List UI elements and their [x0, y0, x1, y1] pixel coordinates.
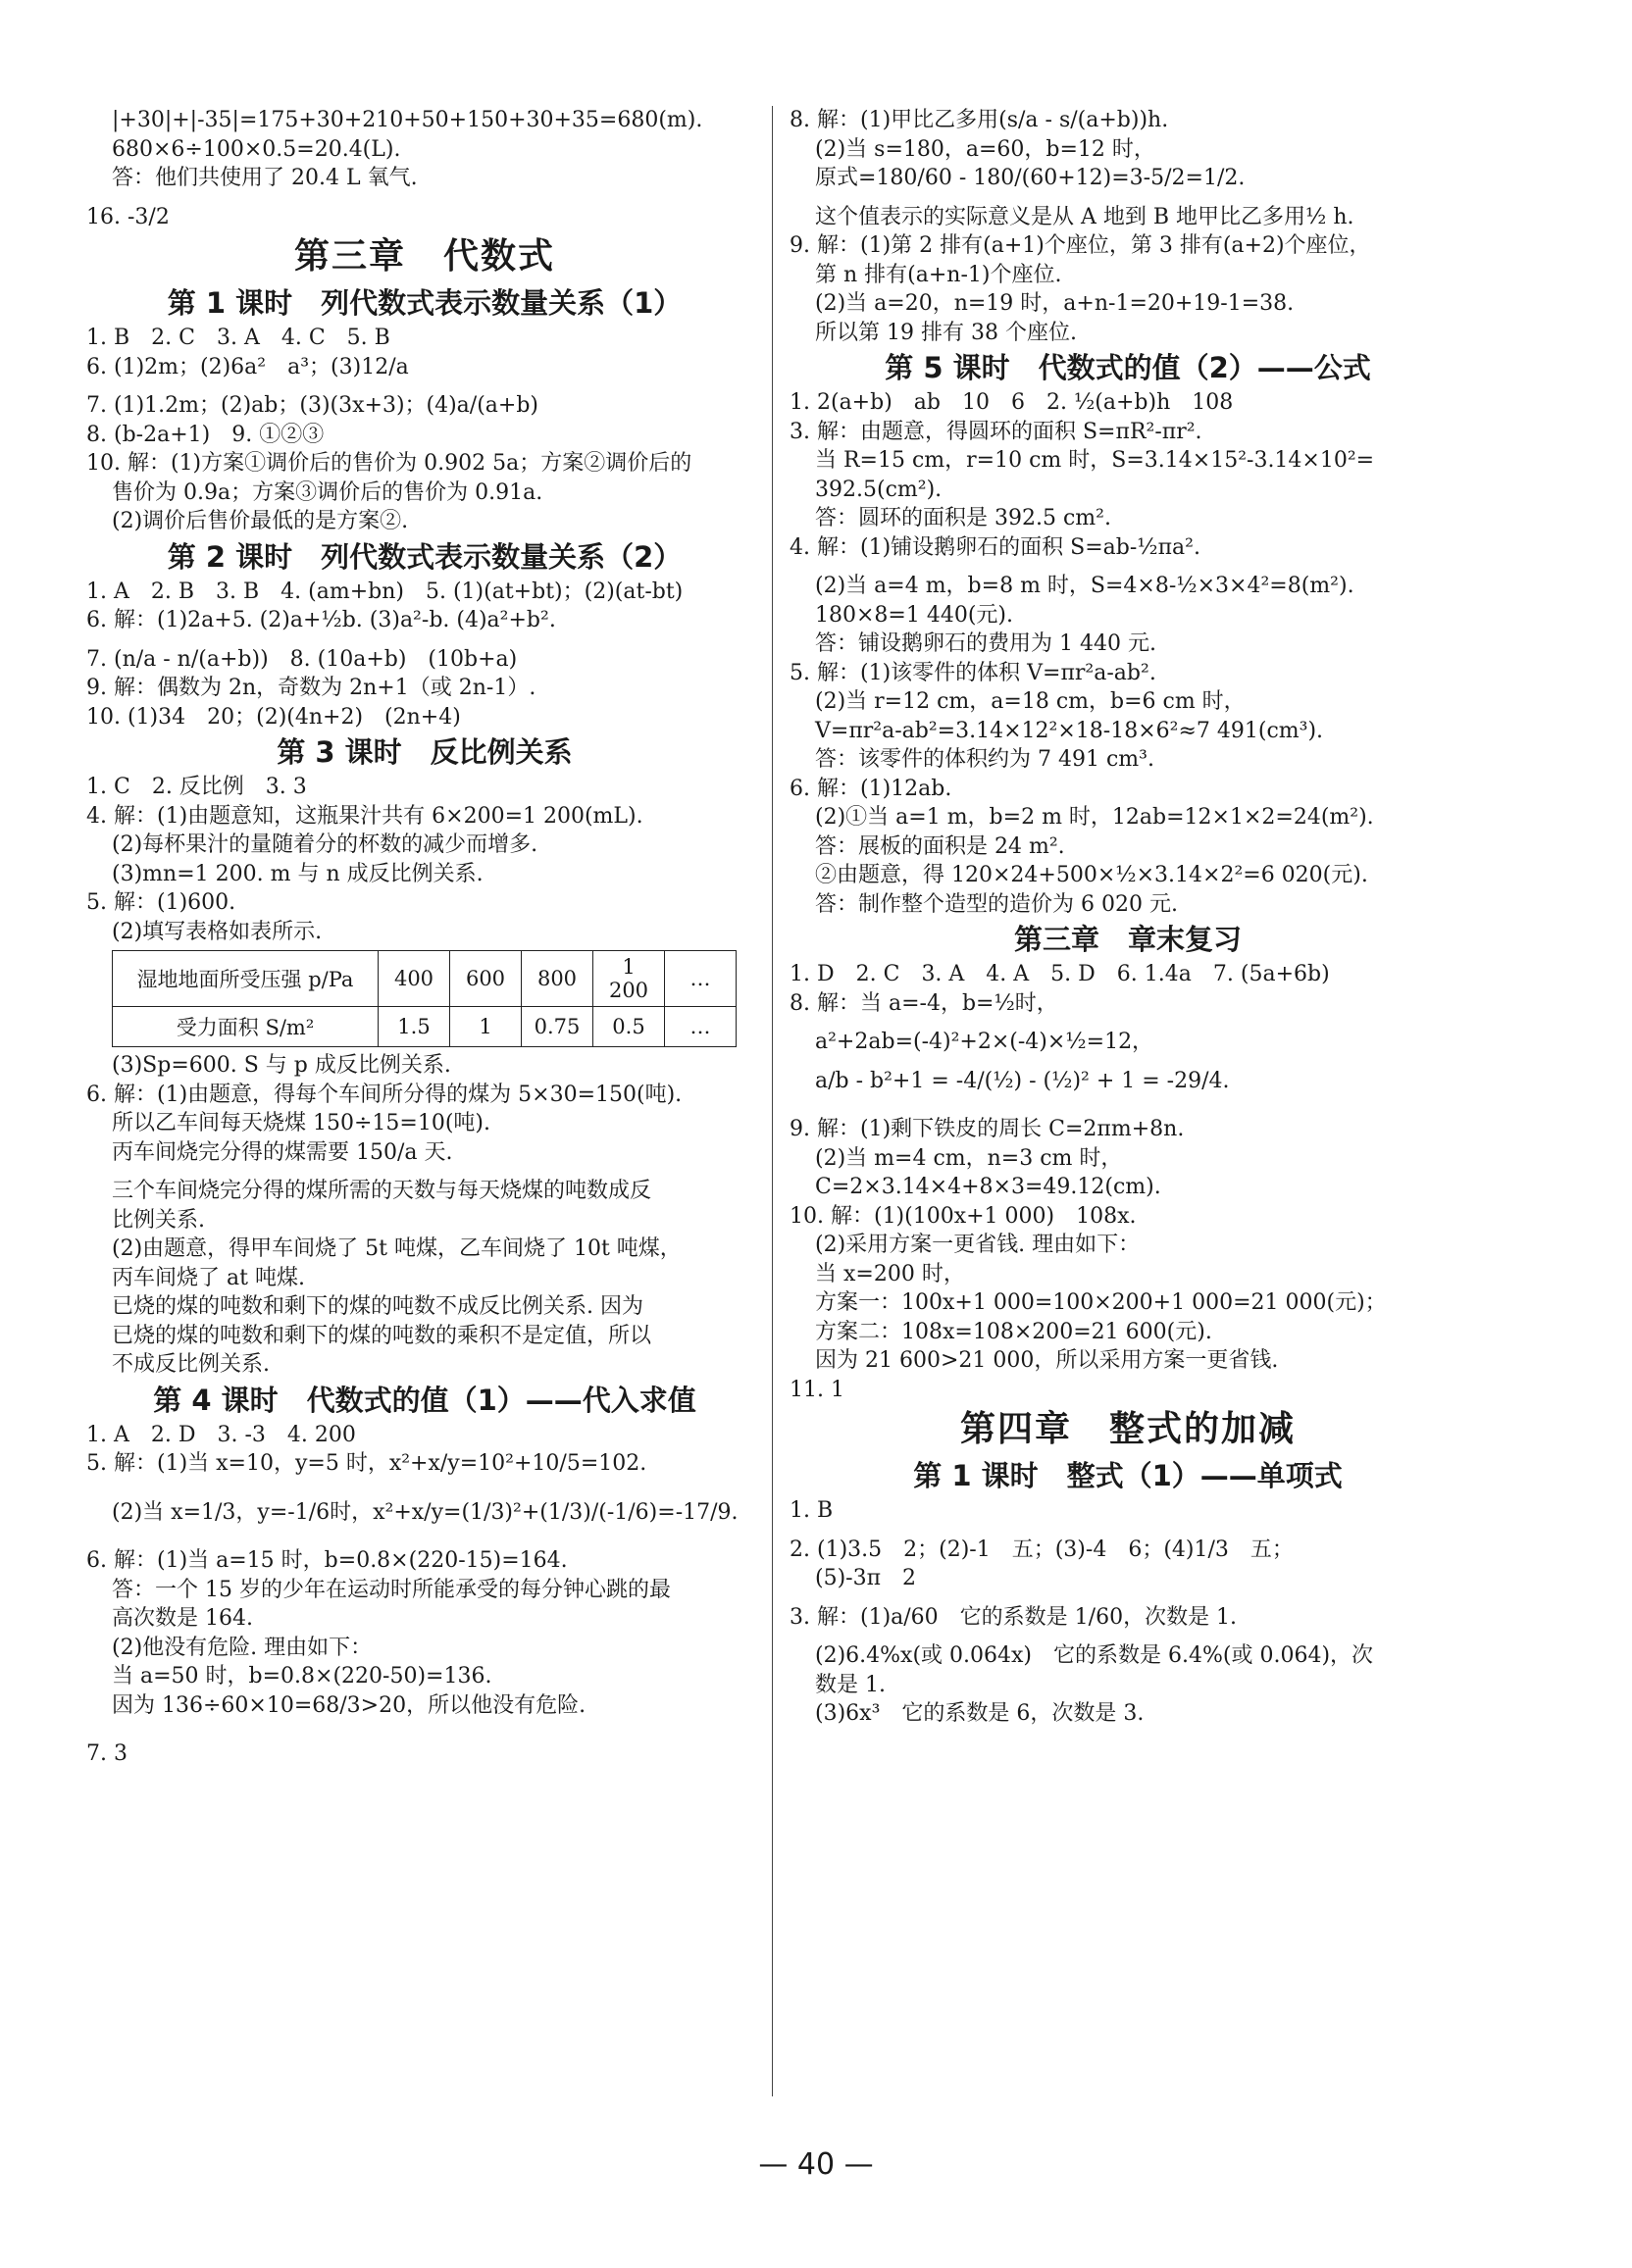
answer-line: 丙车间烧完分得的煤需要 150/a 天.: [112, 1139, 453, 1165]
answer-line: a/b - b²+1 = -4/(½) - (½)² + 1 = -29/4.: [815, 1068, 1230, 1093]
answer-line: (3)6x³ 它的系数是 6，次数是 3.: [815, 1701, 1145, 1726]
spacer: [86, 381, 763, 391]
answer-line: (2)6.4%x(或 0.064x) 它的系数是 6.4%(或 0.064)，次: [815, 1643, 1374, 1668]
table-row: [113, 951, 737, 1007]
answer-line: 7. 3: [86, 1741, 128, 1766]
answer-line: 2. (1)3.5 2；(2)-1 五；(3)-4 6；(4)1/3 五；: [790, 1537, 1294, 1562]
answer-line: 因为 136÷60×10=68/3>20，所以他没有危险.: [112, 1692, 586, 1718]
spacer: [86, 1167, 763, 1177]
answer-line: 680×6÷100×0.5=20.4(L).: [112, 136, 401, 162]
answer-line: 高次数是 164.: [112, 1606, 253, 1631]
answer-line: (2)采用方案一更省钱. 理由如下：: [815, 1233, 1141, 1257]
table-row-header: 受力面积 S/m²: [113, 1007, 379, 1047]
answer-line: 6. 解：(1)12ab.: [790, 776, 952, 801]
table-cell: 600: [450, 951, 522, 1007]
answer-line: (3)Sp=600. S 与 p 成反比例关系.: [112, 1053, 451, 1078]
answer-line: 5. 解：(1)该零件的体积 V=πr²a-ab².: [790, 660, 1156, 685]
right-column: [790, 106, 1466, 1729]
table-cell: 400: [379, 951, 450, 1007]
lesson-title: 第 2 课时 列代数式表示数量关系（2）: [167, 539, 683, 574]
spacer: [790, 1632, 1466, 1641]
answer-line: 6. 解：(1)当 a=15 时，b=0.8×(220-15)=164.: [86, 1548, 568, 1573]
answer-line: (2)由题意，得甲车间烧了 5t 吨煤，乙车间烧了 10t 吨煤，: [112, 1236, 682, 1261]
answer-line: 第 n 排有(a+n-1)个座位.: [815, 262, 1062, 287]
answer-line: 9. 解：(1)剩下铁皮的周长 C=2πm+8n.: [790, 1117, 1185, 1141]
answer-line: 这个值表示的实际意义是从 A 地到 B 地甲比乙多用½ h.: [815, 204, 1354, 229]
answer-line: (3)mn=1 200. m 与 n 成反比例关系.: [112, 861, 484, 886]
answer-line: 3. 解：由题意，得圆环的面积 S=πR²-πr².: [790, 419, 1202, 444]
answer-line: (2)当 a=20，n=19 时，a+n-1=20+19-1=38.: [815, 291, 1295, 316]
answer-line: 4. 解：(1)铺设鹅卵石的面积 S=ab-½πa².: [790, 534, 1200, 560]
spacer: [86, 1479, 763, 1498]
answer-line: 1. B 2. C 3. A 4. C 5. B: [86, 326, 390, 350]
answer-line: 所以第 19 排有 38 个座位.: [815, 320, 1077, 345]
answer-line: (2)调价后售价最低的是方案②.: [112, 509, 409, 533]
lesson-title: 第三章 章末复习: [1013, 923, 1242, 956]
table-cell: 0.5: [593, 1007, 665, 1047]
answer-line: 7. (1)1.2m；(2)ab；(3)(3x+3)；(4)a/(a+b): [86, 393, 539, 418]
lesson-title: 第 3 课时 反比例关系: [277, 735, 573, 769]
answer-line: 因为 21 600>21 000，所以采用方案一更省钱.: [815, 1348, 1279, 1373]
table-cell: …: [665, 1007, 737, 1047]
answer-line: 方案一：100x+1 000=100×200+1 000=21 000(元)；: [815, 1290, 1387, 1315]
answer-line: 答：圆环的面积是 392.5 cm².: [815, 506, 1111, 530]
spacer: [790, 193, 1466, 203]
answer-line: 答：该零件的体积约为 7 491 cm³.: [815, 747, 1154, 772]
answer-line: 7. (n/a - n/(a+b)) 8. (10a+b) (10b+a): [86, 646, 518, 672]
answer-line: 不成反比例关系.: [112, 1352, 270, 1377]
answer-line: (5)-3π 2: [815, 1566, 917, 1590]
answer-line: 6. 解：(1)由题意，得每个车间所分得的煤为 5×30=150(吨).: [86, 1082, 683, 1107]
answer-line: V=πr²a-ab²=3.14×12²×18-18×6²≈7 491(cm³).: [815, 718, 1324, 743]
answer-line: 1. A 2. B 3. B 4. (am+bn) 5. (1)(at+bt)；(2)(at-bt): [86, 579, 684, 604]
answer-line: 10. 解：(1)方案①调价后的售价为 0.902 5a；方案②调价后的: [86, 451, 692, 476]
left-column: [86, 106, 763, 1769]
answer-line: 比例关系.: [112, 1207, 205, 1233]
answer-line: 当 R=15 cm，r=10 cm 时，S=3.14×15²-3.14×10²=: [815, 448, 1375, 473]
spacer: [790, 1018, 1466, 1028]
answer-line: 9. 解：(1)第 2 排有(a+1)个座位，第 3 排有(a+2)个座位，: [790, 233, 1371, 258]
answer-line: 8. (b-2a+1) 9. ①②③: [86, 422, 325, 447]
answer-line: 392.5(cm²).: [815, 477, 943, 502]
table-cell: …: [665, 951, 737, 1007]
answer-line: 当 x=200 时，: [815, 1261, 965, 1286]
table-cell: 800: [522, 951, 593, 1007]
answer-line: 答：制作整个造型的造价为 6 020 元.: [815, 891, 1178, 917]
answer-line: 5. 解：(1)当 x=10，y=5 时，x²+x/y=10²+10/5=102.: [86, 1451, 647, 1476]
table-row: [113, 1007, 737, 1047]
column-divider: [772, 106, 773, 2096]
answer-line: a²+2ab=(-4)²+2×(-4)×½=12，: [815, 1030, 1154, 1054]
answer-line: 所以乙车间每天烧煤 150÷15=10(吨).: [112, 1111, 490, 1135]
spacer: [86, 193, 763, 203]
answer-line: 答：铺设鹅卵石的费用为 1 440 元.: [815, 631, 1156, 656]
spacer: [790, 1095, 1466, 1115]
answer-line: (2)他没有危险. 理由如下：: [112, 1635, 373, 1660]
answer-line: 1. C 2. 反比例 3. 3: [86, 775, 307, 799]
answer-line: (2)填写表格如表所示.: [112, 919, 323, 944]
lesson-title: 第 1 课时 列代数式表示数量关系（1）: [167, 286, 683, 320]
chapter-title: 第四章 整式的加减: [959, 1409, 1296, 1449]
answer-line: 10. 解：(1)(100x+1 000) 108x.: [790, 1203, 1137, 1229]
answer-line: 8. 解：(1)甲比乙多用(s/a - s/(a+b))h.: [790, 108, 1169, 132]
answer-line: (2)①当 a=1 m，b=2 m 时，12ab=12×1×2=24(m²).: [815, 805, 1374, 830]
table-cell: 1.5: [379, 1007, 450, 1047]
answer-line: ②由题意，得 120×24+500×½×3.14×2²=6 020(元).: [815, 863, 1368, 887]
table-cell: 1 200: [593, 951, 665, 1007]
answer-line: (2)当 m=4 cm，n=3 cm 时，: [815, 1145, 1123, 1171]
answer-line: 6. 解：(1)2a+5. (2)a+½b. (3)a²-b. (4)a²+b².: [86, 608, 556, 632]
answer-line: 答：展板的面积是 24 m².: [815, 833, 1065, 859]
answer-line: 10. (1)34 20；(2)(4n+2) (2n+4): [86, 704, 461, 730]
answer-line: 8. 解：当 a=-4，b=½时，: [790, 990, 1058, 1016]
answer-line: 原式=180/60 - 180/(60+12)=3-5/2=1/2.: [815, 166, 1246, 190]
answer-line: 丙车间烧了 at 吨煤.: [112, 1265, 305, 1290]
answer-line: 答：一个 15 岁的少年在运动时所能承受的每分钟心跳的最: [112, 1577, 671, 1602]
lesson-title: 第 1 课时 整式（1）——单项式: [913, 1459, 1343, 1492]
spacer: [790, 1057, 1466, 1067]
answer-line: 16. -3/2: [86, 204, 170, 229]
answer-line: 已烧的煤的吨数和剩下的煤的吨数不成反比例关系. 因为: [112, 1294, 643, 1319]
lesson-title: 第 5 课时 代数式的值（2）——公式: [885, 351, 1371, 384]
answer-line: 6. (1)2m；(2)6a² a³；(3)12/a: [86, 354, 409, 379]
answer-line: |+30|+|-35|=175+30+210+50+150+30+35=680(m).: [112, 108, 703, 132]
spacer: [790, 1593, 1466, 1603]
lesson-title: 第 4 课时 代数式的值（1）——代入求值: [153, 1383, 696, 1417]
spacer: [790, 1526, 1466, 1536]
spacer: [86, 1720, 763, 1739]
answer-line: (2)当 s=180，a=60，b=12 时，: [815, 136, 1155, 162]
page-number: — 40 —: [758, 2147, 874, 2182]
answer-line: (2)每杯果汁的量随着分的杯数的减少而增多.: [112, 832, 538, 857]
answer-line: 当 a=50 时，b=0.8×(220-50)=136.: [112, 1664, 492, 1688]
answer-line: (2)当 r=12 cm，a=18 cm，b=6 cm 时，: [815, 689, 1246, 714]
chapter-title: 第三章 代数式: [293, 236, 555, 277]
table-row-header: 湿地地面所受压强 p/Pa: [113, 951, 379, 1007]
spacer: [790, 562, 1466, 572]
answer-line: 已烧的煤的吨数和剩下的煤的吨数的乘积不是定值，所以: [112, 1323, 652, 1348]
spacer: [86, 1527, 763, 1546]
spacer: [86, 635, 763, 645]
answer-line: 数是 1.: [815, 1672, 886, 1697]
answer-line: (2)当 x=1/3，y=-1/6时，x²+x/y=(1/3)²+(1/3)/(-1/6)=-17/9.: [112, 1499, 739, 1525]
answer-line: 1. D 2. C 3. A 4. A 5. D 6. 1.4a 7. (5a+6b): [790, 962, 1330, 986]
answer-line: 售价为 0.9a；方案③调价后的售价为 0.91a.: [112, 479, 543, 505]
table-cell: 1: [450, 1007, 522, 1047]
answer-line: 1. 2(a+b) ab 10 6 2. ½(a+b)h 108: [790, 390, 1234, 415]
answer-line: 9. 解：偶数为 2n，奇数为 2n+1（或 2n-1）.: [86, 676, 536, 700]
answer-line: 4. 解：(1)由题意知，这瓶果汁共有 6×200=1 200(mL).: [86, 803, 643, 829]
answer-line: 180×8=1 440(元).: [815, 602, 1013, 628]
answer-line: 5. 解：(1)600.: [86, 890, 236, 915]
answer-line: 三个车间烧完分得的煤所需的天数与每天烧煤的吨数成反: [112, 1179, 652, 1203]
pressure-area-table: [112, 950, 737, 1047]
answer-line: 方案二：108x=108×200=21 600(元).: [815, 1319, 1212, 1344]
answer-line: 答：他们共使用了 20.4 L 氧气.: [112, 166, 418, 190]
answer-line: (2)当 a=4 m，b=8 m 时，S=4×8-½×3×4²=8(m²).: [815, 574, 1354, 598]
answer-line: 3. 解：(1)a/60 它的系数是 1/60，次数是 1.: [790, 1604, 1238, 1630]
answer-line: 1. B: [790, 1498, 834, 1523]
answer-line: 1. A 2. D 3. -3 4. 200: [86, 1422, 356, 1447]
table-cell: 0.75: [522, 1007, 593, 1047]
answer-line: C=2×3.14×4+8×3=49.12(cm).: [815, 1175, 1161, 1199]
answer-line: 11. 1: [790, 1377, 844, 1402]
